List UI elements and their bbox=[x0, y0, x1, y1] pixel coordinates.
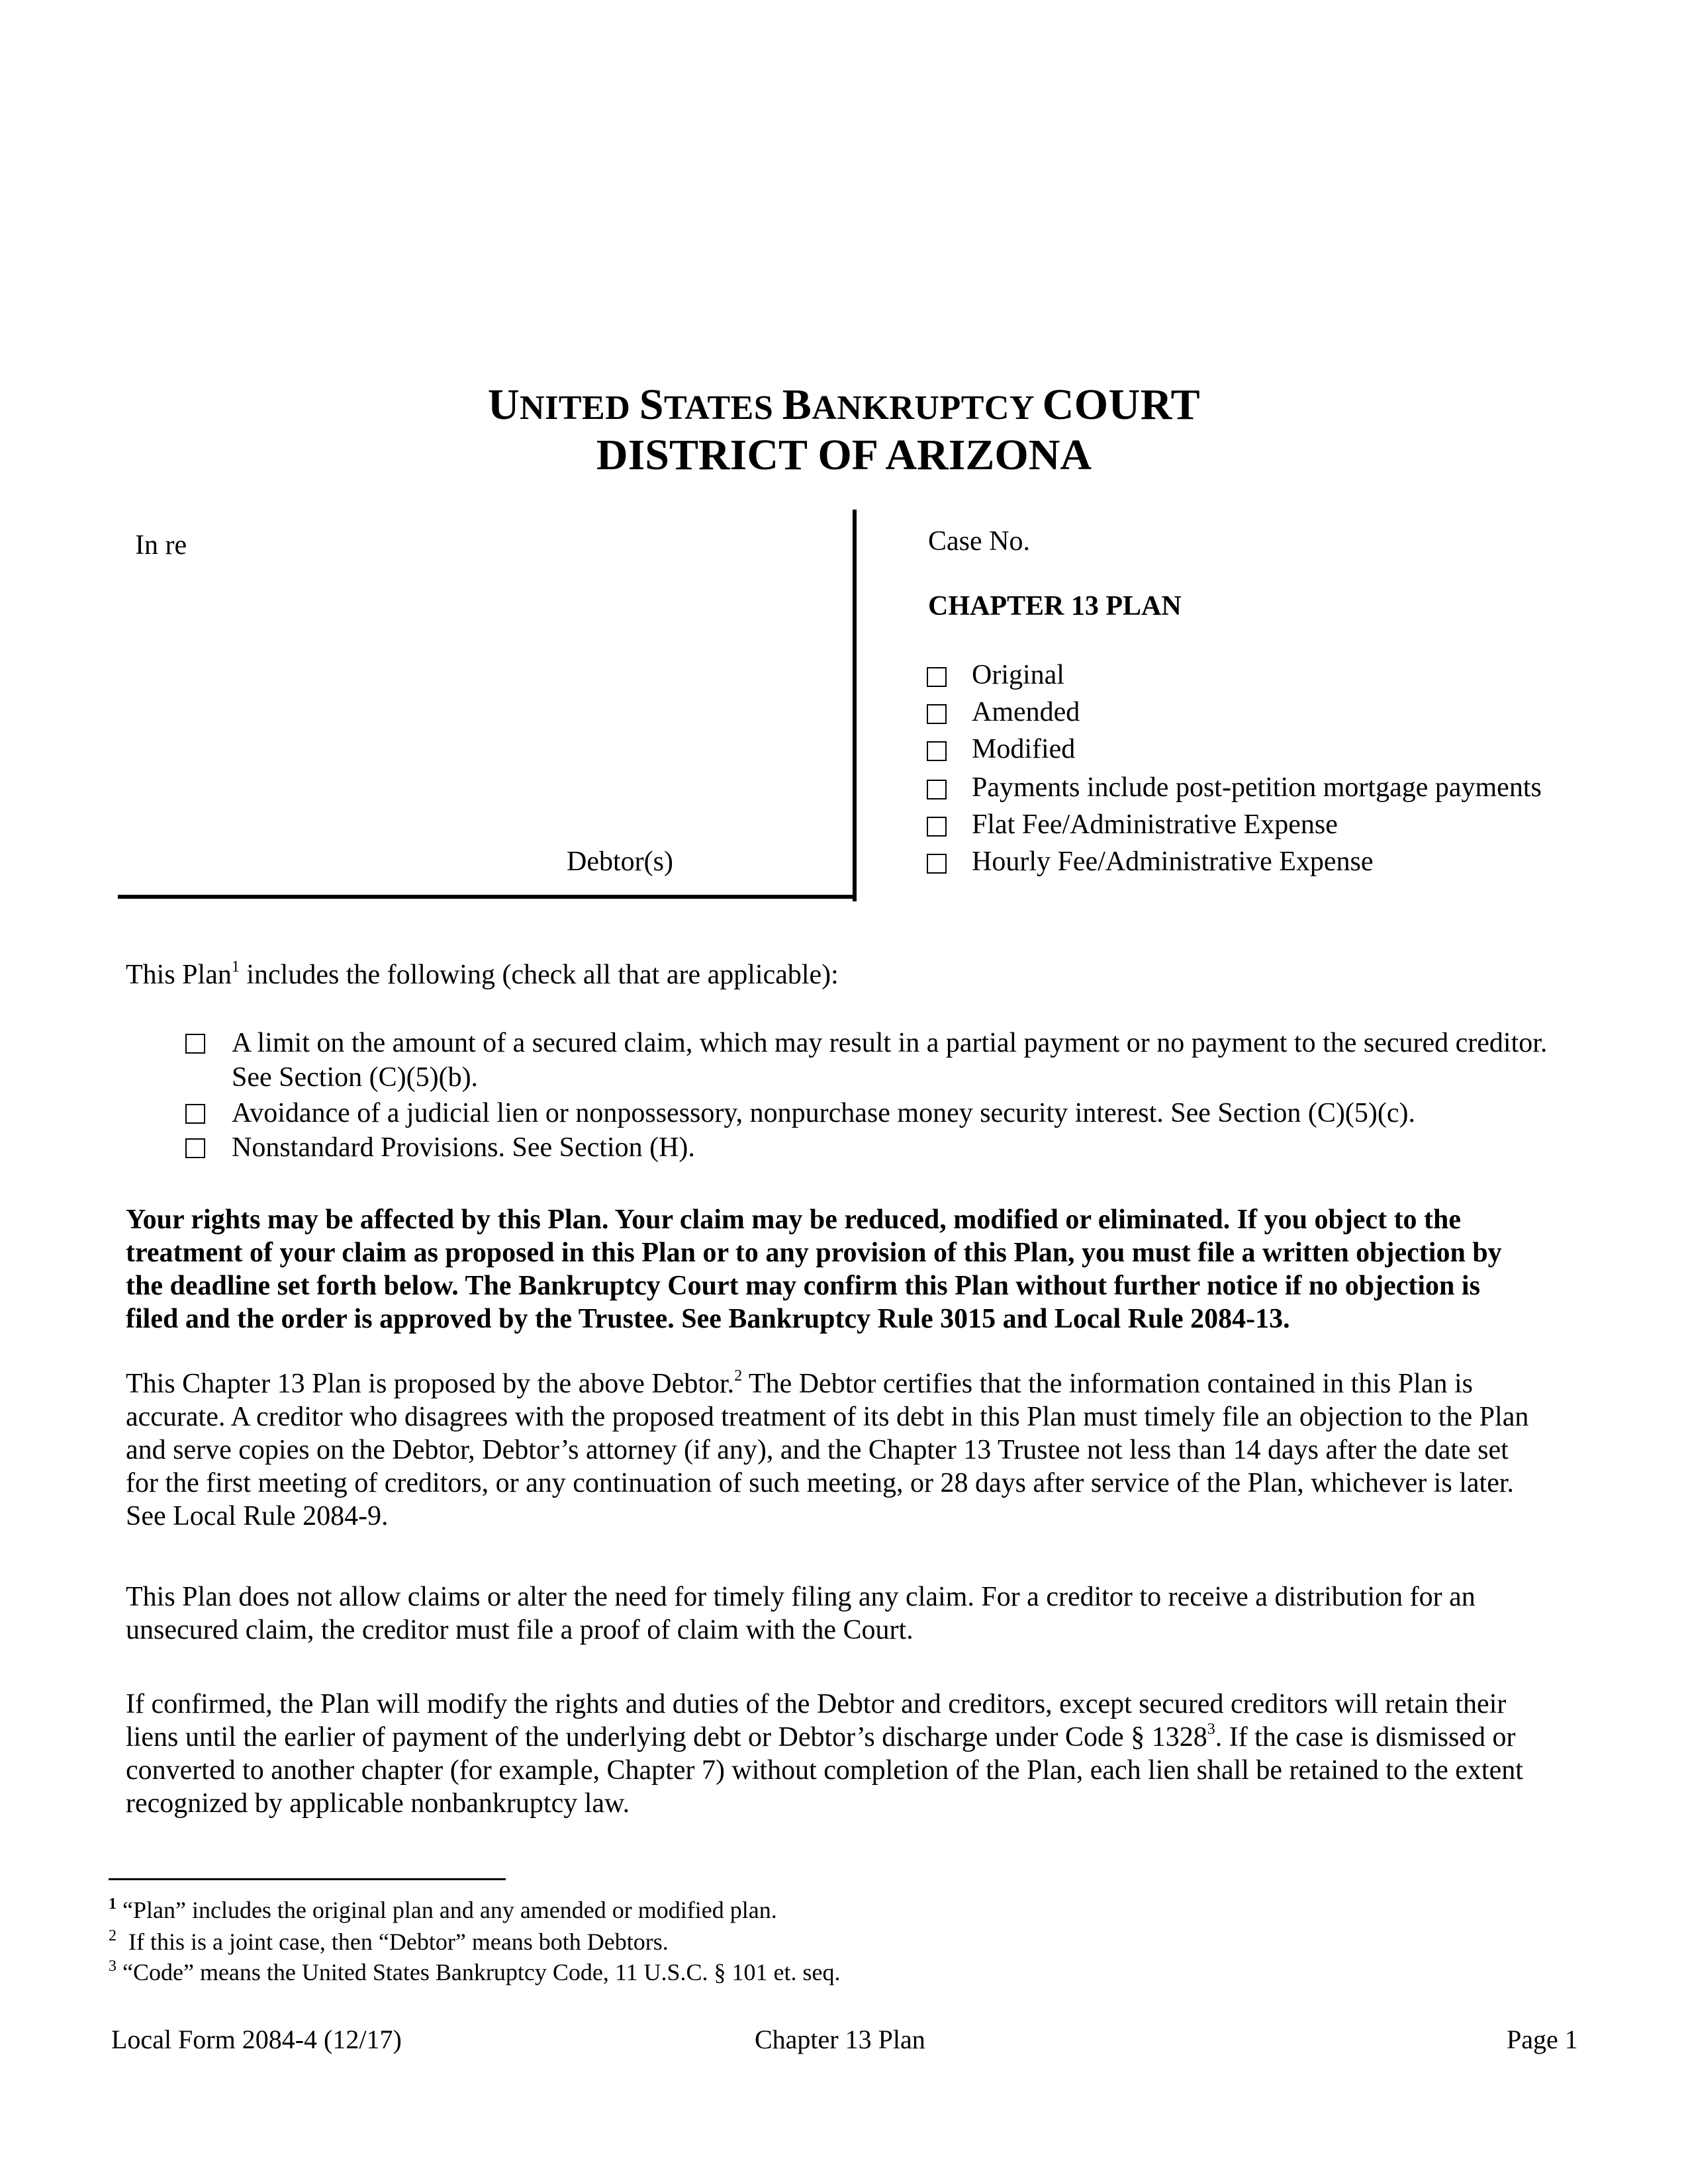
footnote-ref: 2 bbox=[734, 1367, 743, 1385]
plan-title: CHAPTER 13 PLAN bbox=[928, 591, 1182, 621]
option-label: Payments include post-petition mortgage payments bbox=[972, 772, 1542, 803]
footnote-text: If this is a joint case, then “Debtor” means both Debtors. bbox=[117, 1929, 669, 1955]
include-item-label: A limit on the amount of a secured claim, which may result in a partial payment or no payment to the secured creditor. See Section (C)(5)(b). bbox=[232, 1028, 1548, 1093]
paragraph-text: . If the case is dismissed or converted to another chapter (for example, Chapter 7) without completion of the Plan, each lien shall be retained to the extent recognized by applicable nonbankruptcy law. bbox=[126, 1722, 1523, 1819]
checkbox[interactable] bbox=[185, 1034, 205, 1054]
checkbox[interactable] bbox=[927, 817, 947, 837]
confirmation-paragraph bbox=[126, 1688, 1536, 1820]
footnote-mark: 2 bbox=[109, 1927, 117, 1944]
footnote-mark: 3 bbox=[109, 1958, 117, 1975]
footnote-separator bbox=[109, 1878, 506, 1880]
paragraph-text: This Chapter 13 Plan is proposed by the above Debtor. bbox=[126, 1369, 735, 1399]
include-item-label: Nonstandard Provisions. See Section (H). bbox=[232, 1132, 695, 1163]
option-label: Modified bbox=[972, 734, 1076, 764]
plan-includes-intro bbox=[126, 958, 1536, 991]
checkbox[interactable] bbox=[185, 1138, 205, 1158]
court-name-part: COURT bbox=[1042, 381, 1201, 429]
court-name-part: B bbox=[782, 381, 812, 429]
paragraph-text: If confirmed, the Plan will modify the rights and duties of the Debtor and creditors, except secured creditors will retain their liens until the earlier of payment of the underlying debt or Debtor’s discharge under Code § 1328 bbox=[126, 1689, 1507, 1752]
caption-horizontal-rule bbox=[118, 895, 857, 899]
option-label: Flat Fee/Administrative Expense bbox=[972, 809, 1338, 840]
court-name-part: ANKRUPTCY bbox=[812, 389, 1043, 427]
checkbox[interactable] bbox=[927, 704, 947, 724]
claims-paragraph: This Plan does not allow claims or alter the need for timely filing any claim. For a creditor to receive a distribution for an unsecured claim, the creditor must file a proof of claim with the Court. bbox=[126, 1582, 1476, 1645]
footnote bbox=[109, 1927, 669, 1956]
court-name-part: TATES bbox=[663, 389, 782, 427]
option-label: Amended bbox=[972, 697, 1080, 727]
intro-text: includes the following (check all that are applicable): bbox=[239, 960, 839, 990]
plan-proposal-paragraph bbox=[126, 1367, 1536, 1533]
include-item-label: Avoidance of a judicial lien or nonpossessory, nonpurchase money security interest. See Section (C)(5)(c). bbox=[232, 1098, 1415, 1128]
checkbox[interactable] bbox=[927, 741, 947, 761]
court-name-part: S bbox=[639, 381, 664, 429]
court-name-part: NITED bbox=[520, 389, 639, 427]
footnote-text: “Code” means the United States Bankruptcy Code, 11 U.S.C. § 101 et. seq. bbox=[117, 1959, 841, 1985]
paragraph-text: The Debtor certifies that the information contained in this Plan is accurate. A creditor who disagrees with the proposed treatment of its debt in this Plan must timely file an objection to the Plan and serve copies on the Debtor, Debtor’s attorney (if any), and the Chapter 13 Trustee not less than 14 days after the date set for the first meeting of creditors, or any continuation of such meeting, or 28 days after service of the Plan, whichever is later. See Local Rule 2084-9. bbox=[126, 1369, 1529, 1531]
case-number-label: Case No. bbox=[928, 526, 1030, 557]
checkbox[interactable] bbox=[927, 667, 947, 687]
footnote-ref: 3 bbox=[1207, 1721, 1215, 1738]
footer-form-number: Local Form 2084-4 (12/17) bbox=[111, 2025, 402, 2054]
in-re-label: In re bbox=[135, 530, 187, 561]
checkbox[interactable] bbox=[927, 780, 947, 799]
footer-page-number: Page 1 bbox=[1507, 2025, 1578, 2054]
rights-warning: Your rights may be affected by this Plan. Your claim may be reduced, modified or eliminated. If you object to the treatment of your claim as proposed in this Plan or to any provision of this Plan, you must file a written objection by the deadline set forth below. The Bankruptcy Court may confirm this Plan without further notice if no objection is filed and the order is approved by the Trustee. See Bankruptcy Rule 3015 and Local Rule 2084-13. bbox=[126, 1205, 1502, 1334]
court-district: DISTRICT OF ARIZONA bbox=[596, 431, 1092, 479]
caption-vertical-rule bbox=[853, 510, 857, 901]
option-label: Hourly Fee/Administrative Expense bbox=[972, 846, 1374, 877]
checkbox[interactable] bbox=[927, 854, 947, 874]
footnote-ref: 1 bbox=[231, 958, 240, 976]
option-label: Original bbox=[972, 660, 1064, 690]
footnote bbox=[109, 1958, 840, 1987]
intro-text: This Plan bbox=[126, 960, 232, 990]
court-name-part: U bbox=[487, 381, 520, 429]
court-name bbox=[0, 379, 1688, 435]
footnote bbox=[109, 1895, 777, 1925]
checkbox[interactable] bbox=[185, 1104, 205, 1124]
footer-title: Chapter 13 Plan bbox=[755, 2025, 925, 2054]
debtors-label: Debtor(s) bbox=[567, 846, 673, 877]
footnote-text: “Plan” includes the original plan and any amended or modified plan. bbox=[117, 1897, 777, 1923]
footnote-mark: 1 bbox=[109, 1895, 117, 1913]
